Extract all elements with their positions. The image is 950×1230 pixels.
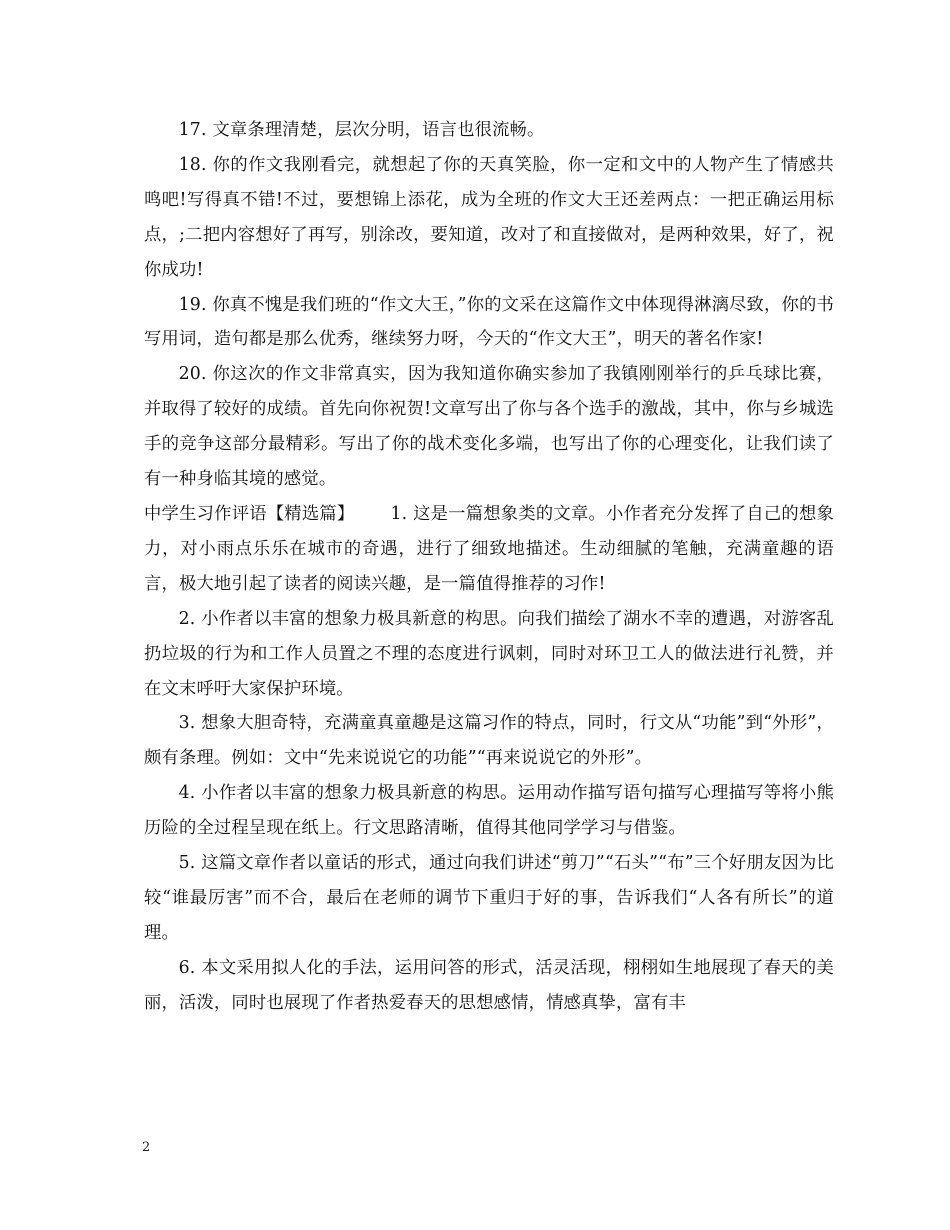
section-comment-2: 2. 小作者以丰富的想象力极具新意的构思。向我们描绘了湖水不幸的遭遇，对游客乱扔垃圾的行为和工作人员置之不理的态度进行讽刺，同时对环卫工人的做法进行礼赞，并在文末呼吁大家保护环境。 (144, 608, 834, 699)
document-body (144, 113, 834, 1021)
section-comment-5: 5. 这篇文章作者以童话的形式，通过向我们讲述“剪刀”“石头”“布”三个好朋友因为比较“谁最厉害”而不合，最后在老师的调节下重归于好的事，告诉我们“人各有所长”的道理。 (144, 853, 834, 943)
section-comment-4: 4. 小作者以丰富的想象力极具新意的构思。运用动作描写语句描写心理描写等将小熊历险的全过程呈现在纸上。行文思路清晰，值得其他同学学习与借鉴。 (144, 783, 834, 839)
section-comment-3: 3. 想象大胆奇特，充满童真童趣是这篇习作的特点，同时，行文从“功能”到“外形”，颇有条理。例如：文中“先来说说它的功能”“再来说说它的外形”。 (144, 713, 834, 769)
page-number: 2 (142, 1140, 151, 1155)
section-heading: 中学生习作评语【精选篇】 (144, 503, 355, 524)
comment-paragraph-20: 20. 你这次的作文非常真实，因为我知道你确实参加了我镇刚刚举行的乒乓球比赛，并取得了较好的成绩。首先向你祝贺!文章写出了你与各个选手的激战，其中，你与乡城选手的竞争这部分最精彩。写出了你的战术变化多端，也写出了你的心理变化，让我们读了有一种身临其境的感觉。 (144, 364, 834, 490)
comment-paragraph-18: 18. 你的作文我刚看完，就想起了你的天真笑脸，你一定和文中的人物产生了情感共鸣吧!写得真不错!不过，要想锦上添花，成为全班的作文大王还差两点：一把正确运用标点，;二把内容想好了再写，别涂改，要知道，改对了和直接做对，是两种效果，好了，祝你成功! (144, 154, 834, 280)
section-start-paragraph (144, 497, 834, 602)
section-comment-6: 6. 本文采用拟人化的手法，运用问答的形式，活灵活现，栩栩如生地展现了春天的美丽，活泼，同时也展现了作者热爱春天的思想感情，情感真挚，富有丰 (144, 957, 834, 1013)
comment-paragraph-17: 17. 文章条理清楚，层次分明，语言也很流畅。 (178, 120, 545, 140)
comment-paragraph-19: 19. 你真不愧是我们班的“作文大王，”你的文采在这篇作文中体现得淋漓尽致，你的书写用词，造句都是那么优秀，继续努力呀，今天的“作文大王”，明天的著名作家! (144, 294, 834, 350)
section-comment-1: 1. 这是一篇想象类的文章。小作者充分发挥了自己的想象力，对小雨点乐乐在城市的奇遇，进行了细致地描述。生动细腻的笔触，充满童趣的语言，极大地引起了读者的阅读兴趣，是一篇值得推荐的习作! (144, 503, 834, 594)
